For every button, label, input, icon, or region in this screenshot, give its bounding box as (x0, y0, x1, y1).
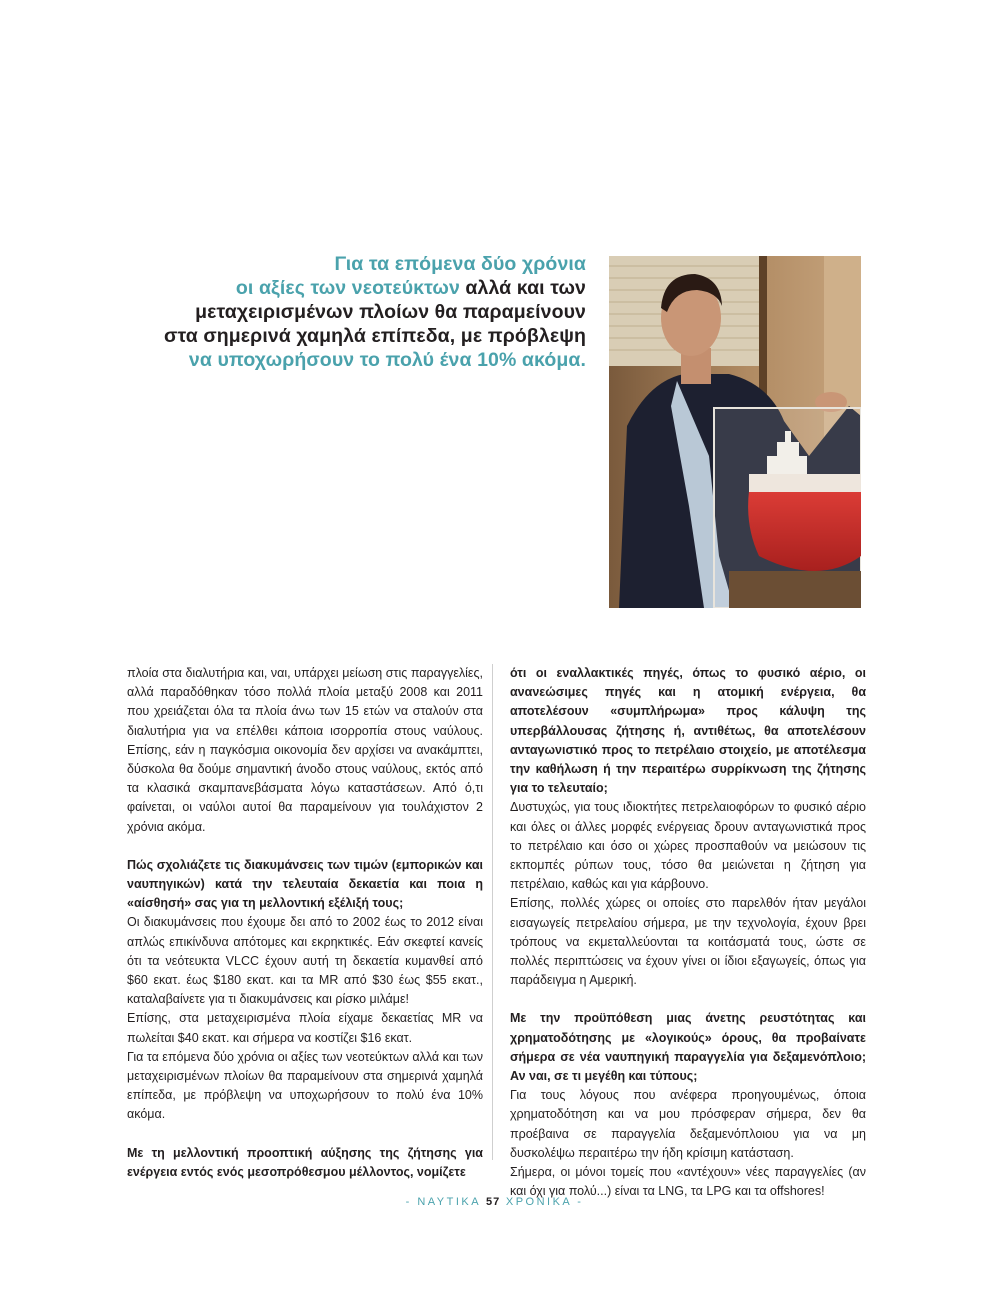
interview-question: Πώς σχολιάζετε τις διακυμάνσεις των τιμών (εμπορικών και ναυπηγικών) κατά την τελευταία δεκαετία και ποια η «αίσθησή» σας για τη μελλοντική εξέλιξή τους; (127, 857, 483, 911)
body-paragraph: πλοία στα διαλυτήρια και, ναι, υπάρχει μείωση στις παραγγελίες, αλλά παραδόθηκαν τόσο πολλά πλοία μεταξύ 2008 και 2011 που χρειάζεται όλα τα πλοία άνω των 15 ετών να σταλούν στα διαλυτήρια για να επέλθει κάποια ισορροπία στους ναύλους. Επίσης, εάν η παγκόσμια οικονομία δεν αρχίσει να ανακάμπτει, δύσκολα θα δούμε σημαντική άνοδο στους ναύλους, εκτός από τα κλασικά σκαμπανεβάσματα λόγω καταστάσεων. Από ό,τι φαίνεται, οι ναύλοι αυτοί θα παραμείνουν για τουλάχιστον 2 χρόνια ακόμα. (127, 666, 483, 834)
column-divider (492, 664, 493, 1160)
portrait-photo (609, 256, 861, 608)
interview-question: ότι οι εναλλακτικές πηγές, όπως το φυσικό αέριο, οι ανανεώσιμες πηγές και η ατομική ενέργεια, θα αποτελέσουν «συμπλήρωμα» προς κάλυψη της υπερβάλλουσας ζήτησης ή, αντιθέτως, θα αποτελέσουν ανταγωνιστικό προς το πετρέλαιο στοιχείο, με αποτέλεσμα την καθήλωση ή την περαιτέρω συρρίκνωση της ζήτησης για το τελευταίο; (510, 666, 866, 796)
pull-quote-line: στα σημερινά χαμηλά επίπεδα, με πρόβλεψη (164, 325, 586, 347)
pull-quote-line: να υποχωρήσουν το πολύ ένα 10% ακόμα. (188, 349, 586, 371)
interview-question: Με την προϋπόθεση μιας άνετης ρευστότητας και χρηματοδότησης με «λογικούς» όρους, θα προβαίνατε σήμερα σε νέα ναυπηγική παραγγελία για δεξαμενόπλοιο; Αν ναι, σε τι μεγέθη και τύπους; (510, 1011, 866, 1084)
pull-quote-line: μεταχειρισμένων πλοίων θα παραμείνουν (195, 301, 586, 323)
interview-question: Με τη μελλοντική προοπτική αύξησης της ζήτησης για ενέργεια εντός ενός μεσοπρόθεσμου μέλλοντος, νομίζετε (127, 1145, 483, 1179)
body-paragraph: Σήμερα, οι μόνοι τομείς που «αντέχουν» νέες παραγγελίες (αν και όχι για πολύ...) είναι τα LNG, τα LPG και τα offshores! (510, 1165, 866, 1199)
body-paragraph: Για τους λόγους που ανέφερα προηγουμένως, όποια χρηματοδότηση και να μου πρόσφεραν σήμερα, δεν θα προέβαινα σε παραγγελία δεξαμενόπλοιου για να μη δυσκολέψω περαιτέρω την ήδη κρίσιμη κατάσταση. (510, 1088, 866, 1160)
body-paragraph: Επίσης, πολλές χώρες οι οποίες στο παρελθόν ήταν μεγάλοι εισαγωγείς πετρελαίου σήμερα, με την τεχνολογία, έχουν βρει τρόπους να εκμεταλλεύονται τα κοιτάσματά τους, ώστε σε πολλές περιπτώσεις να έχουν γίνει οι ίδιοι εξαγωγείς, όπως για παράδειγμα η Αμερική. (510, 896, 866, 988)
pull-quote-line: Για τα επόμενα δύο χρόνια (334, 253, 586, 275)
pull-quote-emphasis: αλλά και των (465, 277, 586, 299)
footer-magazine-name-left: - ΝΑΥΤΙΚΑ (405, 1196, 481, 1208)
pull-quote-highlight: οι αξίες των νεοτεύκτων (235, 277, 466, 299)
pull-quote-line (130, 276, 586, 300)
body-paragraph: Οι διακυμάνσεις που έχουμε δει από το 2002 έως το 2012 είναι απλώς επικίνδυνα απότομες και εκρηκτικές. Εάν σκεφτεί κανείς ότι τα νεότευκτα VLCC έχουν αυτή τη δεκαετία κυμανθεί από $60 εκατ. έως $180 εκατ. και τα MR από $30 έως $55 εκατ., καταλαβαίνετε για τι διακυμάνσεις και ρίσκο μιλάμε! (127, 915, 483, 1007)
page-number: 57 (486, 1196, 501, 1208)
page-footer (0, 1196, 989, 1208)
article-column-left (127, 664, 483, 1182)
article-column-right (510, 664, 866, 1201)
body-paragraph: Για τα επόμενα δύο χρόνια οι αξίες των νεοτεύκτων αλλά και των μεταχειρισμένων πλοίων θα παραμείνουν στα σημερινά χαμηλά επίπεδα, με πρόβλεψη να υποχωρήσουν το πολύ ένα 10% ακόμα. (127, 1049, 483, 1122)
portrait-with-ship-model-image (609, 256, 861, 608)
body-paragraph: Δυστυχώς, για τους ιδιοκτήτες πετρελαιοφόρων το φυσικό αέριο και όλες οι άλλες μορφές ενέργειας δρουν ανταγωνιστικά προς το πετρέλαιο και όσο οι χώρες προσπαθούν να μειώσουν τις εκπομπές ρύπων τους, τόσο θα μειώνεται η ζήτηση για πετρέλαιο, καθώς και για κάρβουνο. (510, 800, 866, 892)
body-paragraph: Επίσης, στα μεταχειρισμένα πλοία είχαμε δεκαετίας MR να πωλείται $40 εκατ. και σήμερα να κοστίζει $16 εκατ. (127, 1011, 483, 1045)
footer-magazine-name-right: ΧΡΟΝΙΚΑ - (505, 1196, 584, 1208)
pull-quote (130, 252, 586, 372)
